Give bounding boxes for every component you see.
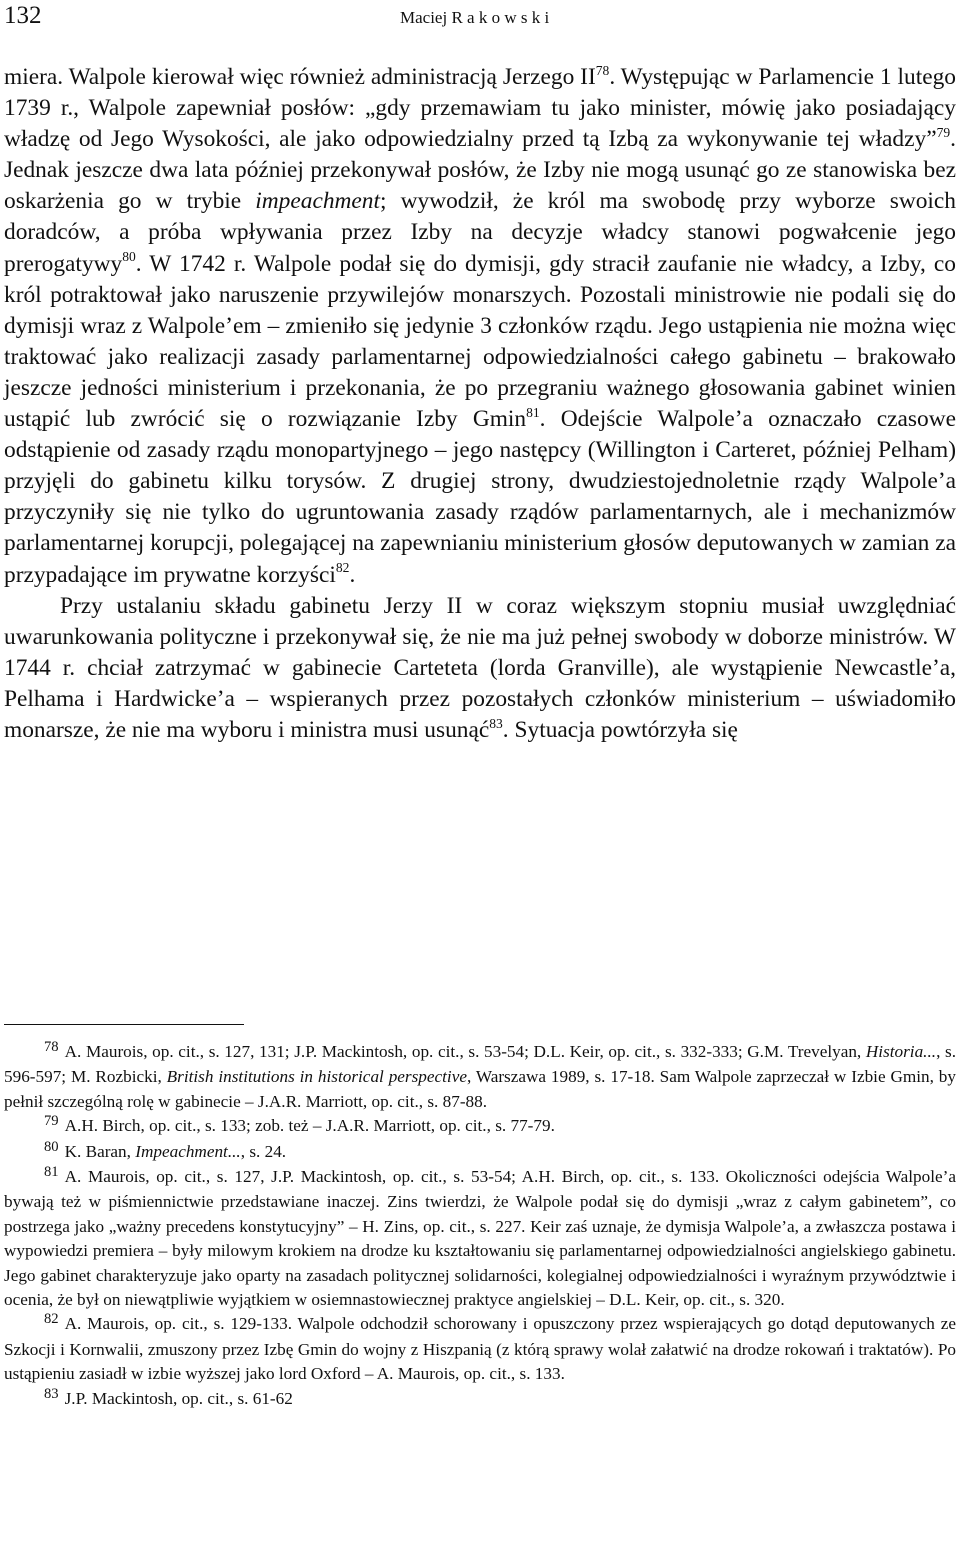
text-span: . Jednak jeszcze dwa lata później przekonywał posłów, że Izby nie mogą usunąć go ze stanowiska bez oskarżenia go w trybie xyxy=(4,126,956,215)
italic-term: impeachment xyxy=(255,188,380,215)
footnote-separator xyxy=(4,1024,244,1025)
text-span: . W 1742 r. Walpole podał się do dymisji, gdy stracił zaufanie nie władcy, a Izby, co król potraktował jako naruszenie przywilejów monarszych. Pozostali ministrowie nie podali się do dymisji wraz z Walpole’em – zmieniło się jedynie 3 członków rządu. Jego ustąpienia nie można więc traktować jako realizacji zasady parlamentarnej odpowiedzialności całego gabinetu – brakowało jeszcze jedności ministerium i przekonania, że po przegraniu ważnego głosowania gabinet winien ustąpić lub zwrócić się o rozwiązanie Izby Gmin xyxy=(4,250,956,433)
text-span: . xyxy=(349,561,356,588)
footnotes xyxy=(4,1040,956,1412)
footnote-text: A. Maurois, op. cit., s. 127, J.P. Mackintosh, op. cit., s. 53-54; A.H. Birch, op. cit., s. 133. Okoliczności odejścia Walpole’a bywają też w piśmiennictwie przedstawiane inaczej. Zins twierdzi, że Walpole podał się do dymisji „wraz z całym gabinetem”, co postrzega jako „ważny precedens konstytucyjny” – H. Zins, op. cit., s. 227. Keir zaś uznaje, że dymisja Walpole’a, a zwłaszcza postawa i wypowiedzi premiera – były milowym krokiem na drodze ku kształtowaniu się parlamentarnej odpowiedzialności angielskiego gabinetu. Jego gabinet charakteryzuje jako oparty na zasadach politycznej solidarności, kolegialnej odpowiedzialności i wyraźnym przywództwie i ocenia, że był on niewątpliwie wyjątkiem w osiemnastowiecznej praktyce angielskiej – D.L. Keir, op. cit., s. 320. xyxy=(4,1167,956,1310)
page-number: 132 xyxy=(4,2,42,29)
footnote-number: 83 xyxy=(44,1385,59,1402)
footnote-number: 81 xyxy=(44,1164,59,1181)
text-span: . Sytuacja powtórzyła się xyxy=(502,716,738,743)
main-text xyxy=(4,62,956,746)
footnote-ref-82: 82 xyxy=(335,560,350,576)
footnote-text: A.H. Birch, op. cit., s. 133; zob. też – J.A.R. Marriott, op. cit., s. 77-79. xyxy=(64,1116,555,1136)
footnote-number: 78 xyxy=(44,1039,59,1055)
footnote-text: J.P. Mackintosh, op. cit., s. 61-62 xyxy=(64,1388,293,1408)
footnote-80 xyxy=(4,1140,956,1165)
text-span: ; wywodził, że król ma swobodę przy wyborze swoich doradców, a próba wpływania przez Izby na decyzje władcy stanowi pogwałcenie jego prerogatywy xyxy=(4,188,956,277)
text-span: Przy ustalaniu składu gabinetu Jerzy II w coraz większym stopniu musiał uwzględniać uwarunkowania polityczne i przekonywał się, że nie ma już pełnej swobody w doborze ministrów. W 1744 r. chciał zatrzymać w gabinecie Carteteta (lorda Granville), ale wystąpienie Newcastle’a, Pelhama i Hardwicke’a – wspieranych przez pozostałych członków ministerium – uświadomiło monarsze, że nie ma wyboru i ministra musi usunąć xyxy=(4,592,956,743)
text-span: miera. Walpole kierował więc również administracją Jerzego II xyxy=(4,64,596,90)
footnote-82 xyxy=(4,1312,956,1386)
paragraph-1 xyxy=(4,62,956,591)
footnote-text: A. Maurois, op. cit., s. 129-133. Walpole odchodził schorowany i opuszczony przez wspierających go dotąd deputowanych ze Szkocji i Kornwalii, zmuszony przez Izbę Gmin do wojny z Hiszpanią (z którą sprawy wolał załatwić na drodze rokowań i traktatów). Po ustąpieniu zasiadł w izbie wyższej jako lord Oxford – A. Maurois, op. cit., s. 133. xyxy=(4,1314,956,1384)
footnote-text: K. Baran, xyxy=(64,1141,136,1161)
footnote-italic: Impeachment... xyxy=(135,1141,241,1161)
footnote-ref-81: 81 xyxy=(526,404,540,420)
text-span: . Odejście Walpole’a oznaczało czasowe odstąpienie od zasady rządu monopartyjnego – jego następcy (Willington i Carteret, później Pelham) przyjęli do gabinetu kilku torysów. Z drugiej strony, dwudziestojednoletnie rządy Walpole’a przyczyniły się nie tylko do ugruntowania zasady rządów parlamentarnych, ale i mechanizmów parlamentarnej korupcji, polegającej na zapewnianiu ministerium głosów deputowanych w zamian za przypadające im prywatne korzyści xyxy=(4,406,956,588)
footnote-79 xyxy=(4,1114,956,1139)
footnote-81 xyxy=(4,1165,956,1312)
footnote-83 xyxy=(4,1387,956,1412)
footnote-number: 80 xyxy=(44,1138,59,1155)
paragraph-2 xyxy=(4,591,956,746)
footnote-78 xyxy=(4,1040,956,1114)
footnote-text: , s. 596-597; M. Rozbicki, xyxy=(4,1042,956,1087)
footnote-ref-79: 79 xyxy=(936,124,951,140)
footnote-ref-80: 80 xyxy=(122,249,136,265)
footnote-italic: British institutions in historical perspective xyxy=(166,1067,467,1087)
footnote-ref-83: 83 xyxy=(489,715,503,731)
running-head-author: Maciej R a k o w s k i xyxy=(400,8,550,27)
footnote-italic: Historia... xyxy=(865,1042,937,1061)
footnote-text: , Warszawa 1989, s. 17-18. Sam Walpole zaprzeczał w Izbie Gmin, by pełnił szczególną rolę w gabinecie – J.A.R. Marriott, op. cit., s. 87-88. xyxy=(4,1067,956,1111)
footnote-number: 82 xyxy=(44,1311,59,1328)
footnote-number: 79 xyxy=(44,1113,59,1130)
footnote-ref-78: 78 xyxy=(595,62,610,78)
footnote-text: , s. 24. xyxy=(240,1141,287,1161)
page-header xyxy=(0,2,960,36)
footnote-text: A. Maurois, op. cit., s. 127, 131; J.P. Mackintosh, op. cit., s. 53-54; D.L. Keir, op. cit., s. 332-333; G.M. Trevelyan, xyxy=(64,1042,866,1061)
text-span: . Występując w Parlamencie 1 lutego 1739 r., Walpole zapewniał posłów: „gdy przemawiam tu jako minister, mówię jako posiadający władzę od Jego Wysokości, ale jako odpowiedzialny przed tą Izbą za wykonywanie tej władzy” xyxy=(4,64,956,153)
